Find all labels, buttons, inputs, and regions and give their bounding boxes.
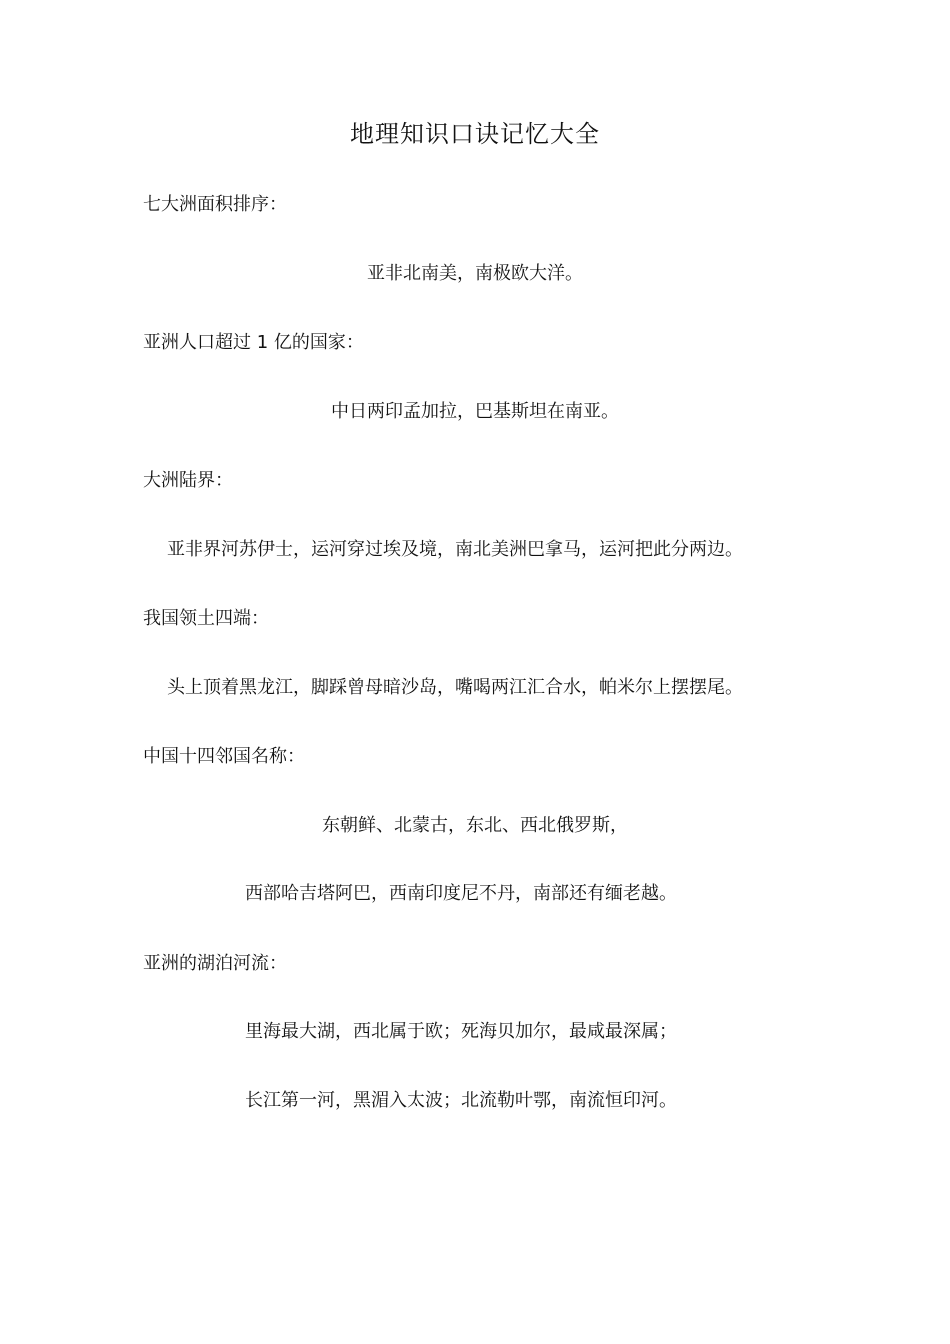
section-heading-asia-population: 亚洲人口超过 1 亿的国家：	[143, 332, 364, 353]
mnemonic-territory-extremes: 头上顶着黑龙江，脚踩曾母暗沙岛，嘴喝两江汇合水，帕米尔上摆摆尾。	[167, 677, 743, 698]
section-heading-continents-area: 七大洲面积排序：	[143, 194, 287, 215]
section-heading-neighbor-countries: 中国十四邻国名称：	[143, 746, 305, 767]
document-title: 地理知识口诀记忆大全	[350, 120, 600, 148]
section-heading-territory-extremes: 我国领土四端：	[143, 608, 269, 629]
section-heading-continental-boundaries: 大洲陆界：	[143, 470, 233, 491]
mnemonic-neighbor-countries-line-1: 东朝鲜、北蒙古，东北、西北俄罗斯，	[322, 815, 628, 836]
mnemonic-continental-boundaries: 亚非界河苏伊士，运河穿过埃及境，南北美洲巴拿马，运河把此分两边。	[167, 539, 743, 560]
mnemonic-asia-population: 中日两印孟加拉，巴基斯坦在南亚。	[331, 401, 619, 422]
mnemonic-asia-lakes-rivers-line-1: 里海最大湖，西北属于欧；死海贝加尔，最咸最深属；	[245, 1021, 677, 1042]
mnemonic-asia-lakes-rivers-line-2: 长江第一河，黑湄入太波；北流勒叶鄂，南流恒印河。	[245, 1090, 677, 1111]
mnemonic-neighbor-countries-line-2: 西部哈吉塔阿巴，西南印度尼不丹，南部还有缅老越。	[245, 883, 677, 904]
section-heading-asia-lakes-rivers: 亚洲的湖泊河流：	[143, 953, 287, 974]
mnemonic-continents-area: 亚非北南美，南极欧大洋。	[367, 263, 583, 284]
